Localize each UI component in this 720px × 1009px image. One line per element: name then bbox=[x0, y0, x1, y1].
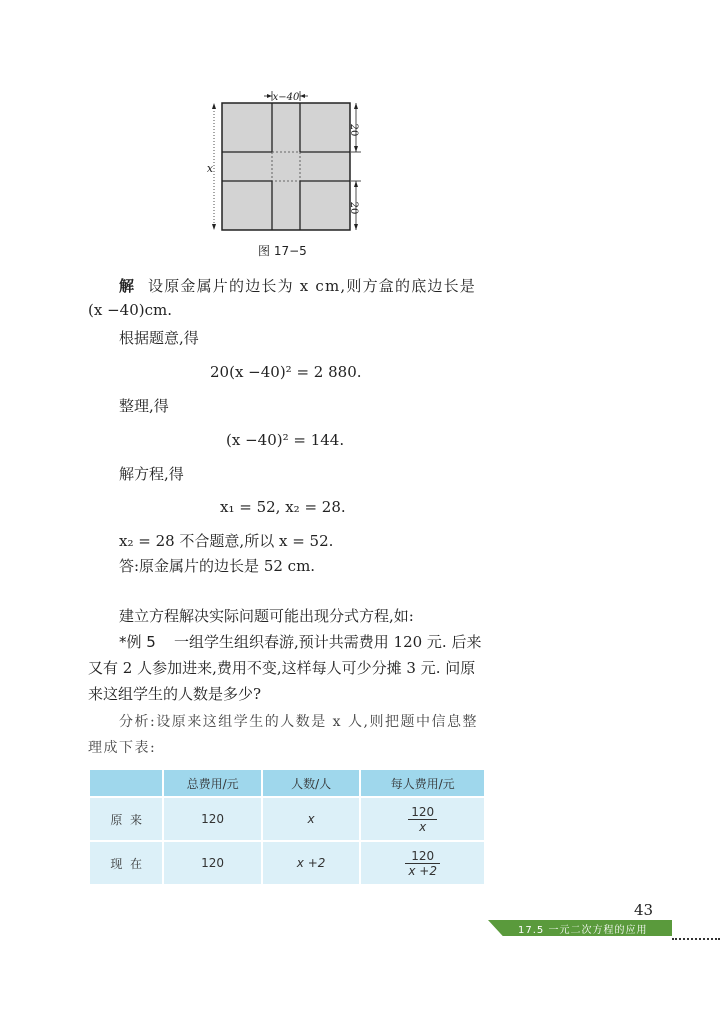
solution-line3: 根据题意,得 bbox=[119, 329, 199, 347]
row-total: 120 bbox=[164, 842, 260, 884]
analysis-line2: 理成下表: bbox=[88, 740, 157, 756]
metal-sheet bbox=[222, 103, 350, 230]
solution-line5: 解方程,得 bbox=[119, 465, 184, 483]
fraction-numerator: 120 bbox=[405, 849, 440, 864]
example-label: *例 5 bbox=[119, 633, 156, 651]
solution-line1: 设原金属片的边长为 x cm,则方盒的底边长是 bbox=[148, 277, 476, 295]
right-bottom-label: 20 bbox=[348, 201, 359, 215]
row-per-cost bbox=[361, 842, 484, 884]
equation-2: (x −40)² = 144. bbox=[226, 431, 345, 449]
table-header: 人数/人 bbox=[263, 770, 359, 796]
figure-17-5 bbox=[200, 80, 380, 240]
example-intro: 建立方程解决实际问题可能出现分式方程,如: bbox=[119, 607, 414, 625]
table-row bbox=[90, 798, 484, 840]
top-dimension-label: x−40 bbox=[272, 92, 300, 103]
fraction-numerator: 120 bbox=[408, 805, 437, 820]
info-table bbox=[88, 768, 486, 886]
table-row bbox=[90, 842, 484, 884]
row-total: 120 bbox=[164, 798, 260, 840]
right-top-label: 20 bbox=[348, 123, 359, 137]
example-text3: 来这组学生的人数是多少? bbox=[88, 685, 262, 703]
table-header: 每人费用/元 bbox=[361, 770, 484, 796]
row-per-cost bbox=[361, 798, 484, 840]
solution-answer: 答:原金属片的边长是 52 cm. bbox=[119, 557, 316, 575]
page-number: 43 bbox=[634, 901, 654, 919]
solution-lead: 解 bbox=[119, 277, 135, 295]
row-count: x +2 bbox=[263, 842, 359, 884]
row-label: 原 来 bbox=[90, 798, 162, 840]
figure-caption: 图 17−5 bbox=[258, 244, 307, 258]
solution-line4: 整理,得 bbox=[119, 397, 169, 415]
section-title: 17.5 一元二次方程的应用 bbox=[518, 925, 648, 936]
equation-3: x₁ = 52, x₂ = 28. bbox=[220, 498, 346, 516]
example-text2: 又有 2 人参加进来,费用不变,这样每人可少分摊 3 元. 问原 bbox=[88, 659, 476, 677]
fraction-denominator: x +2 bbox=[408, 863, 437, 878]
table-header: 总费用/元 bbox=[164, 770, 260, 796]
equation-1: 20(x −40)² = 2 880. bbox=[210, 363, 362, 381]
row-count: x bbox=[263, 798, 359, 840]
example-text1: 一组学生组织春游,预计共需费用 120 元. 后来 bbox=[174, 633, 482, 651]
fraction-denominator: x bbox=[419, 819, 427, 834]
fraction bbox=[408, 805, 437, 834]
dotted-rule bbox=[672, 938, 720, 940]
row-label: 现 在 bbox=[90, 842, 162, 884]
analysis-line1: 分析:设原来这组学生的人数是 x 人,则把题中信息整 bbox=[119, 714, 478, 730]
side-dimension-label: x bbox=[206, 162, 214, 175]
fraction bbox=[405, 849, 440, 878]
table-header-row bbox=[90, 770, 484, 796]
solution-line2: (x −40)cm. bbox=[88, 301, 172, 319]
solution-line6: x₂ = 28 不合题意,所以 x = 52. bbox=[119, 532, 334, 550]
table-header bbox=[90, 770, 162, 796]
